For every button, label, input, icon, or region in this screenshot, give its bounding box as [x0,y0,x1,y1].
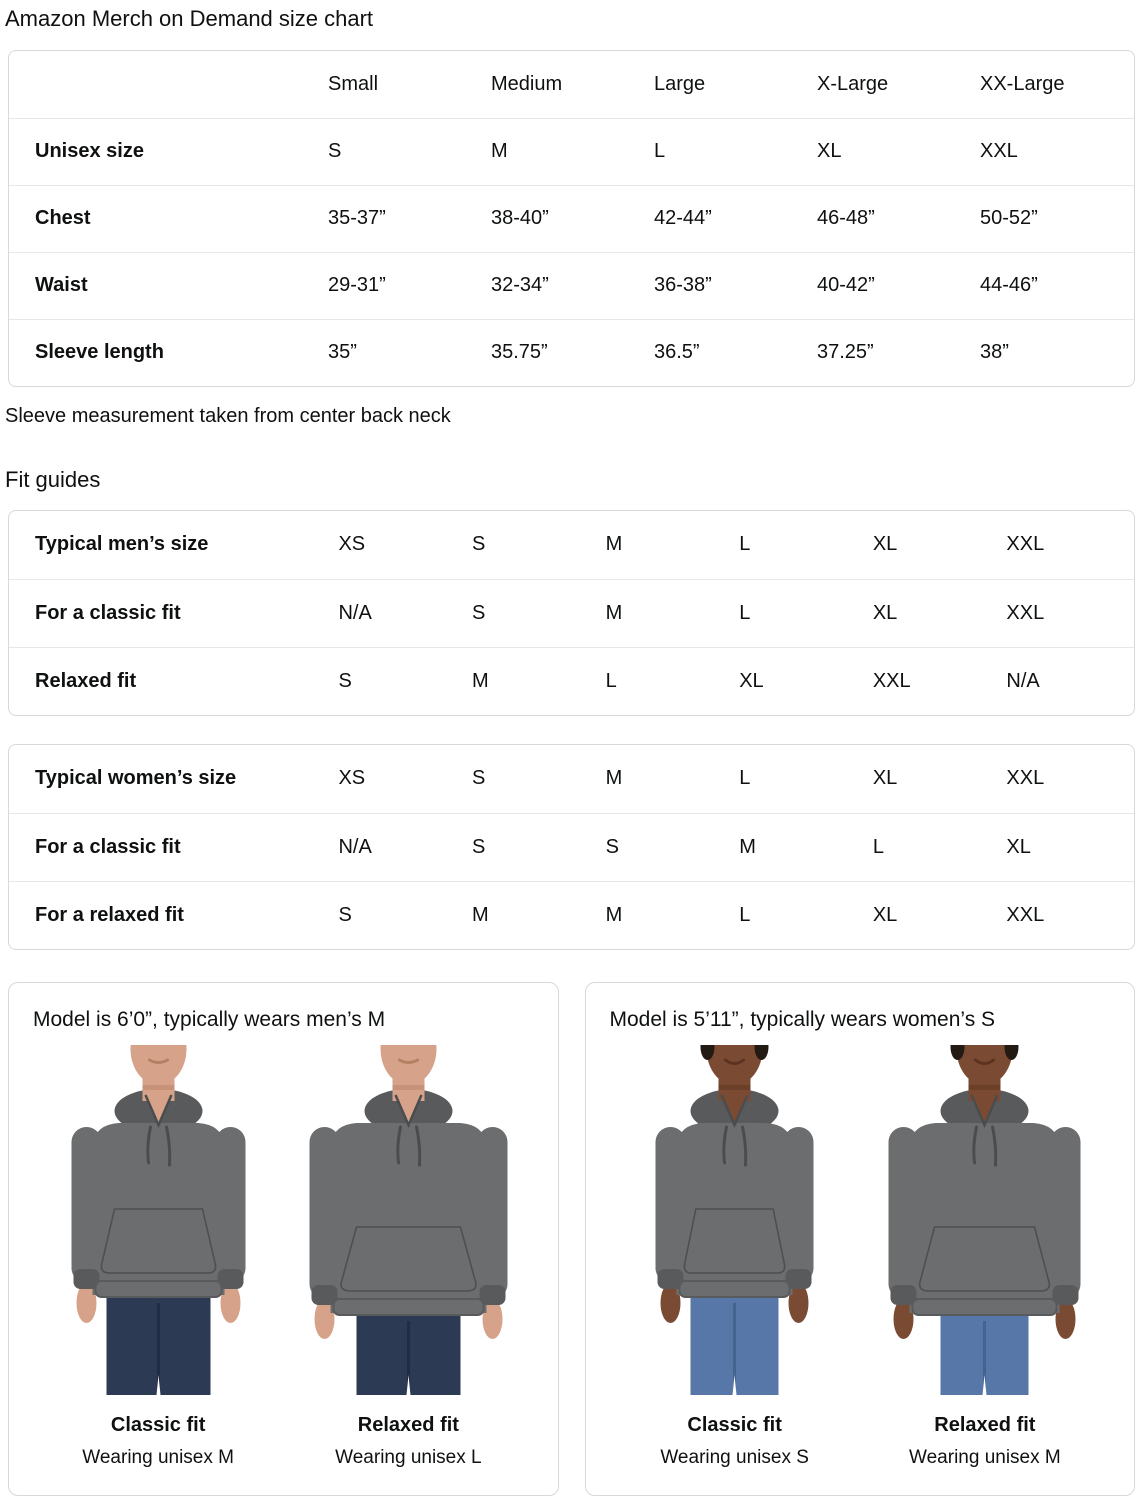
mens-fit-table-grid [9,511,1134,715]
size-cell: M [605,903,623,926]
mens-model-card [8,982,559,1496]
model-figure [283,1045,533,1469]
column-header-medium: Medium [491,72,563,95]
size-cell: M [605,601,623,624]
size-cell: M [472,669,489,692]
size-cell: 35” [328,341,357,364]
table-row [9,252,1135,319]
table-row [9,813,1134,881]
row-label: For a relaxed fit [35,903,184,926]
size-cell: L [605,669,617,692]
size-cell: XL [872,601,898,624]
table-row [9,118,1135,185]
womens-model-card-heading: Model is 5’11”, typically wears women’s S [609,1008,996,1031]
size-cell: M [472,903,489,926]
womens-figures [610,1045,1111,1469]
table-row [9,511,1134,579]
table-row [9,881,1134,949]
size-cell: 38-40” [491,207,549,229]
column-header-small: Small [328,72,379,95]
mens-fit-table [8,510,1135,716]
size-cell: L [654,140,666,162]
size-cell: 42-44” [654,207,712,229]
size-cell: 35-37” [328,207,386,229]
size-cell: S [328,140,342,162]
size-cell: L [739,533,751,556]
size-cell: XL [872,767,898,790]
mens-model-card-heading: Model is 6’0”, typically wears men’s M [33,1008,386,1031]
column-header-x-large: X-Large [817,72,889,95]
womens-classic-fit-photo [612,1045,857,1395]
mens-relaxed-fit-photo [286,1045,531,1395]
row-label: For a classic fit [35,835,181,858]
wearing-label: Wearing unisex M [909,1447,1061,1468]
model-figure [860,1045,1110,1469]
womens-fit-table-grid [9,745,1134,949]
size-cell: S [472,835,486,858]
size-cell: S [472,533,486,556]
size-cell: M [605,767,623,790]
size-cell: 37.25” [817,341,874,364]
column-header-xx-large: XX-Large [980,72,1065,95]
size-chart-table [8,50,1135,387]
size-cell: S [472,767,486,790]
size-cell: N/A [1006,669,1040,692]
model-figure [610,1045,860,1469]
size-cell: M [605,533,623,556]
size-cell: N/A [338,835,372,858]
size-cell: 38” [980,341,1009,364]
size-cell: 29-31” [328,274,386,296]
sleeve-note: Sleeve measurement taken from center back neck [5,405,451,427]
row-label: Typical men’s size [35,533,209,556]
table-row [9,319,1135,386]
size-cell: 32-34” [491,274,549,296]
size-cell: L [739,903,751,926]
wearing-label: Wearing unisex S [660,1447,809,1468]
fit-label: Relaxed fit [357,1414,459,1436]
row-label: Unisex size [35,140,144,162]
size-cell: S [472,601,486,624]
fit-label: Relaxed fit [934,1414,1036,1436]
size-cell: XS [338,767,366,790]
size-cell: S [605,835,619,858]
womens-model-card [585,982,1136,1496]
table-row [9,647,1134,715]
mens-figures [33,1045,534,1469]
size-cell: L [872,835,884,858]
model-cards [8,982,1135,1496]
model-figure [33,1045,283,1469]
size-cell: XL [872,533,898,556]
size-cell: XL [817,140,842,162]
table-row [9,185,1135,252]
row-label: Sleeve length [35,341,164,364]
size-cell: 40-42” [817,274,875,296]
page-title: Amazon Merch on Demand size chart [5,6,374,31]
size-cell: XXL [1006,533,1045,556]
row-label: Relaxed fit [35,669,137,692]
size-cell: S [338,669,352,692]
fit-label: Classic fit [687,1414,782,1436]
size-chart-table-grid [9,51,1135,386]
womens-fit-table [8,744,1135,950]
wearing-label: Wearing unisex L [335,1447,482,1468]
size-cell: N/A [338,601,372,624]
size-cell: XXL [1006,903,1045,926]
size-cell: M [491,140,508,162]
size-cell: 46-48” [817,207,875,229]
size-cell: 44-46” [980,274,1038,296]
row-label: Chest [35,207,91,229]
row-label: For a classic fit [35,601,181,624]
mens-classic-fit-photo [36,1045,281,1395]
table-header-row [9,51,1135,118]
table-row [9,579,1134,647]
womens-relaxed-fit-photo [862,1045,1107,1395]
size-cell: XL [1006,835,1031,858]
size-cell: 50-52” [980,207,1038,229]
size-cell: 36.5” [654,341,700,364]
row-label: Typical women’s size [35,767,237,790]
size-cell: XXL [980,140,1018,162]
wearing-label: Wearing unisex M [82,1447,234,1468]
size-cell: 36-38” [654,274,712,296]
column-header-large: Large [654,72,706,95]
size-cell: XL [872,903,898,926]
size-cell: XXL [872,669,911,692]
fit-guides-heading: Fit guides [5,467,101,492]
size-cell: XXL [1006,767,1045,790]
size-cell: M [739,835,756,858]
size-cell: XS [338,533,366,556]
table-row [9,745,1134,813]
size-cell: S [338,903,352,926]
size-cell: 35.75” [491,341,548,364]
header-corner-cell [9,51,322,118]
size-cell: XL [739,669,764,692]
fit-label: Classic fit [110,1414,206,1436]
size-cell: XXL [1006,601,1045,624]
size-cell: L [739,767,751,790]
row-label: Waist [35,274,88,296]
size-cell: L [739,601,751,624]
